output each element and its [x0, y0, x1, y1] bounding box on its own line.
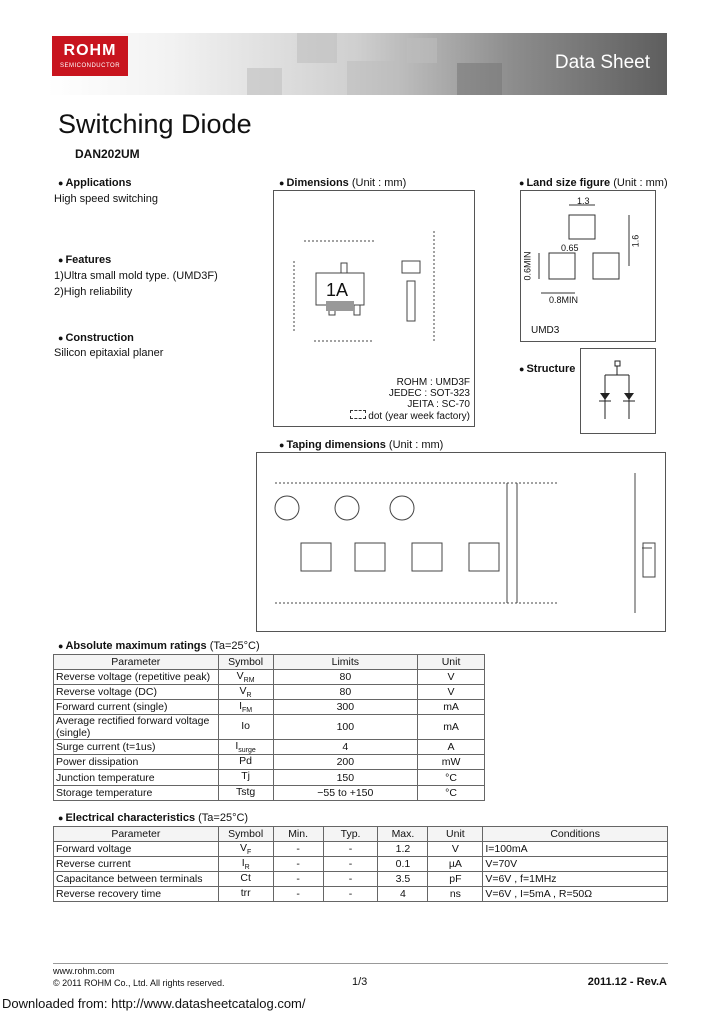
- sym: V: [236, 670, 244, 682]
- typ: -: [323, 887, 378, 902]
- typ: -: [323, 872, 378, 887]
- limit: 150: [273, 770, 418, 785]
- land-label-1: 1.3: [577, 196, 590, 206]
- tape-drawing: [257, 453, 665, 631]
- sym: Ct: [240, 872, 251, 885]
- sym: V: [239, 685, 247, 698]
- abs-max-table: [53, 654, 485, 801]
- unit: °C: [418, 785, 485, 800]
- sym-sub: FM: [241, 707, 253, 715]
- sym: Io: [241, 720, 250, 733]
- features-heading: ● Features: [58, 254, 112, 266]
- param: Forward voltage: [54, 842, 219, 857]
- limit: 300: [273, 700, 418, 715]
- conditions: V=6V , f=1MHz: [483, 872, 668, 887]
- unit: V: [418, 685, 485, 700]
- sym-sub: surge: [238, 747, 256, 755]
- symbol: [218, 685, 273, 700]
- elec-row: [54, 857, 668, 872]
- unit: µA: [428, 857, 483, 872]
- structure-figure: [580, 348, 656, 434]
- symbol: [218, 842, 273, 857]
- features-item-2: 2)High reliability: [54, 286, 133, 298]
- conditions: V=6V , I=5mA , R=50Ω: [483, 887, 668, 902]
- part-number: DAN202UM: [75, 147, 140, 161]
- revision: 2011.12 - Rev.A: [587, 976, 667, 988]
- sym: I: [235, 740, 239, 753]
- package-jeita: JEITA : SC-70: [407, 399, 470, 410]
- conditions: I=100mA: [483, 842, 668, 857]
- construction-heading: ● Construction: [58, 332, 134, 344]
- sym-sub: RM: [243, 677, 255, 685]
- symbol: [218, 785, 273, 800]
- unit: °C: [418, 770, 485, 785]
- elec-table: [53, 826, 668, 902]
- symbol: [218, 700, 273, 715]
- elec-col-1: Symbol: [218, 827, 273, 842]
- max: 0.1: [378, 857, 428, 872]
- limit: 100: [273, 715, 418, 740]
- symbol: [218, 857, 273, 872]
- abs-row: [54, 785, 485, 800]
- elec-col-6: Conditions: [483, 827, 668, 842]
- param: Surge current (t=1us): [54, 740, 219, 755]
- param: Reverse recovery time: [54, 887, 219, 902]
- abs-row: [54, 700, 485, 715]
- unit: mA: [418, 715, 485, 740]
- abs-col-0: Parameter: [54, 655, 219, 670]
- param: Reverse voltage (DC): [54, 685, 219, 700]
- sym: Tj: [241, 770, 250, 783]
- min: -: [273, 857, 323, 872]
- land-size-figure: [520, 190, 656, 342]
- param: Average rectified forward voltage (single): [54, 715, 219, 740]
- elec-heading: ● Electrical characteristics (Ta=25°C): [58, 812, 249, 824]
- abs-col-3: Unit: [418, 655, 485, 670]
- package-codes: [350, 377, 471, 422]
- page-title: Switching Diode: [58, 109, 252, 139]
- unit: mA: [418, 700, 485, 715]
- typ: -: [323, 857, 378, 872]
- elec-col-2: Min.: [273, 827, 323, 842]
- param: Reverse voltage (repetitive peak): [54, 670, 219, 685]
- limit: 80: [273, 685, 418, 700]
- land-label-2: 0.65: [561, 243, 579, 253]
- rohm-logo: [52, 36, 128, 76]
- sym-sub: F: [247, 849, 252, 857]
- page-number: 1/3: [352, 976, 368, 988]
- elec-row: [54, 872, 668, 887]
- unit: V: [428, 842, 483, 857]
- elec-header-row: [54, 827, 668, 842]
- abs-header-row: [54, 655, 485, 670]
- abs-col-1: Symbol: [218, 655, 273, 670]
- abs-row: [54, 755, 485, 770]
- param: Forward current (single): [54, 700, 219, 715]
- land-pattern-drawing: [521, 191, 655, 341]
- limit: 80: [273, 670, 418, 685]
- taping-figure: [256, 452, 666, 632]
- symbol: [218, 872, 273, 887]
- unit: A: [418, 740, 485, 755]
- abs-row: [54, 715, 485, 740]
- abs-max-heading: ● Absolute maximum ratings (Ta=25°C): [58, 640, 260, 652]
- abs-row: [54, 670, 485, 685]
- max: 3.5: [378, 872, 428, 887]
- param: Reverse current: [54, 857, 219, 872]
- elec-col-4: Max.: [378, 827, 428, 842]
- symbol: [218, 770, 273, 785]
- typ: -: [323, 842, 378, 857]
- min: -: [273, 842, 323, 857]
- elec-row: [54, 887, 668, 902]
- unit: ns: [428, 887, 483, 902]
- abs-col-2: Limits: [273, 655, 418, 670]
- max: 1.2: [378, 842, 428, 857]
- unit: mW: [418, 755, 485, 770]
- max: 4: [378, 887, 428, 902]
- param: Power dissipation: [54, 755, 219, 770]
- footer-url[interactable]: www.rohm.com: [53, 966, 115, 976]
- land-label-4: 0.6MIN: [522, 251, 533, 281]
- dimensions-heading: ● Dimensions (Unit : mm): [279, 177, 407, 189]
- param: Junction temperature: [54, 770, 219, 785]
- sym: I: [241, 857, 245, 870]
- package-jedec: JEDEC : SOT-323: [388, 388, 470, 399]
- sym: Pd: [239, 755, 252, 768]
- symbol: [218, 740, 273, 755]
- conditions: V=70V: [483, 857, 668, 872]
- param: Capacitance between terminals: [54, 872, 219, 887]
- elec-row: [54, 842, 668, 857]
- applications-heading: ● Applications: [58, 177, 132, 189]
- land-label-3: 1.6: [630, 234, 641, 248]
- symbol: [218, 715, 273, 740]
- package-marking: 1A: [326, 280, 349, 300]
- elec-col-5: Unit: [428, 827, 483, 842]
- land-label-5: 0.8MIN: [549, 295, 579, 305]
- land-size-heading: ● Land size figure (Unit : mm): [519, 177, 668, 189]
- min: -: [273, 872, 323, 887]
- footer-copyright: © 2011 ROHM Co., Ltd. All rights reserved.: [53, 978, 225, 988]
- dimensions-figure: [273, 190, 475, 427]
- elec-col-3: Typ.: [323, 827, 378, 842]
- abs-row: [54, 685, 485, 700]
- dot-legend: dot (year week factory): [350, 410, 471, 422]
- sym: I: [239, 700, 242, 713]
- logo-text: ROHM: [63, 42, 117, 59]
- symbol: [218, 670, 273, 685]
- structure-heading: ● Structure: [519, 363, 576, 375]
- elec-col-0: Parameter: [54, 827, 219, 842]
- abs-row: [54, 740, 485, 755]
- symbol: [218, 887, 273, 902]
- diode-schematic: [581, 349, 655, 433]
- abs-row: [54, 770, 485, 785]
- taping-heading: ● Taping dimensions (Unit : mm): [279, 439, 444, 451]
- logo-subtext: SEMICONDUCTOR: [59, 63, 121, 69]
- package-rohm: ROHM : UMD3F: [396, 377, 470, 388]
- features-item-1: 1)Ultra small mold type. (UMD3F): [54, 270, 218, 282]
- sym: trr: [240, 887, 251, 900]
- land-package: UMD3: [531, 325, 560, 336]
- limit: 200: [273, 755, 418, 770]
- sym-sub: R: [244, 864, 250, 872]
- doc-type: Data Sheet: [554, 52, 650, 73]
- applications-item: High speed switching: [54, 193, 158, 205]
- min: -: [273, 887, 323, 902]
- construction-item: Silicon epitaxial planer: [54, 347, 164, 359]
- limit: −55 to +150: [273, 785, 418, 800]
- symbol: [218, 755, 273, 770]
- sym-sub: R: [246, 692, 252, 700]
- param: Storage temperature: [54, 785, 219, 800]
- sym: V: [240, 842, 248, 854]
- unit: V: [418, 670, 485, 685]
- limit: 4: [273, 740, 418, 755]
- download-source[interactable]: Downloaded from: http://www.datasheetcatalog.com/: [2, 996, 306, 1011]
- unit: pF: [428, 872, 483, 887]
- sym: Tstg: [235, 785, 256, 798]
